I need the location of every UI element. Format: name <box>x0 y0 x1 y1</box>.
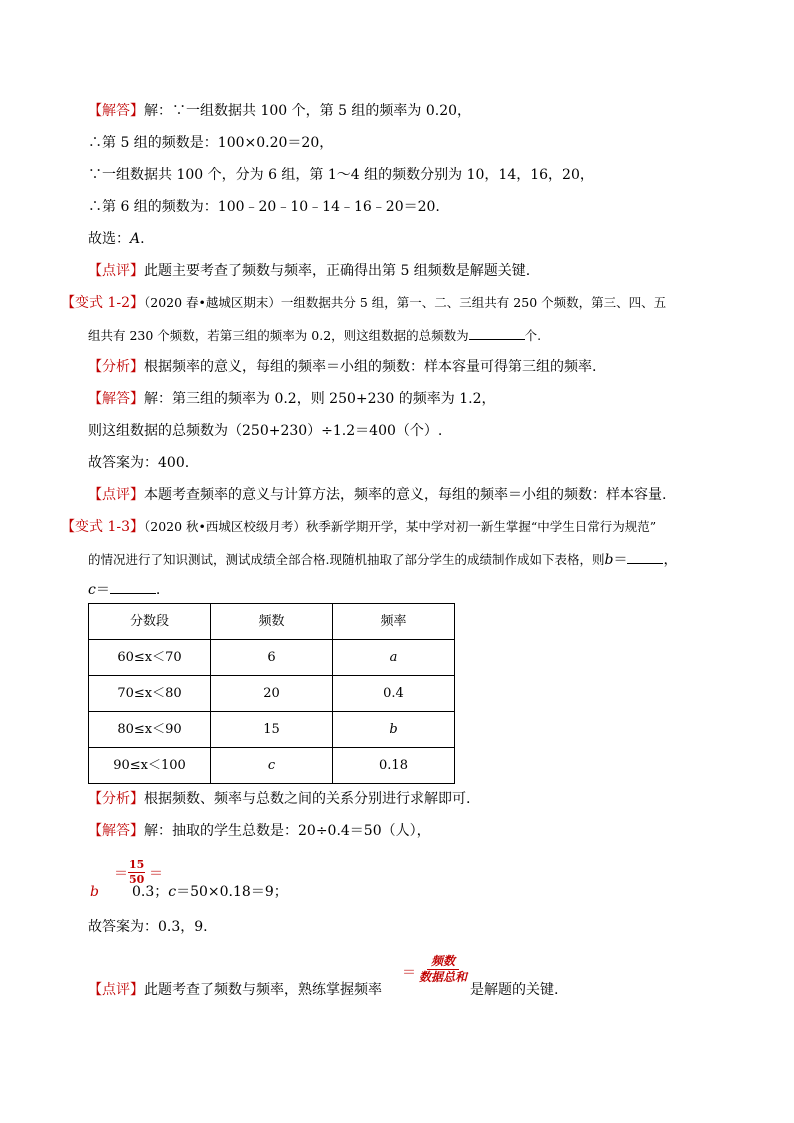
fraction-denominator: 数据总和 <box>419 970 468 984</box>
table-cell: 15 <box>211 712 333 748</box>
formula-var-c: c <box>168 884 177 900</box>
equals: ＝ <box>613 552 628 568</box>
fraction-numerator: 频数 <box>427 954 459 970</box>
table-cell: 20 <box>211 676 333 712</box>
table-row <box>89 676 455 712</box>
fraction-denominator: 50 <box>129 873 145 886</box>
table-cell: 6 <box>211 640 333 676</box>
question-line <box>88 579 160 600</box>
comment-text: 此题主要考查了频数与频率，正确得出第 5 组频数是解题关键. <box>144 263 531 279</box>
answer-tag: 【解答】 <box>88 823 144 839</box>
choice-suffix: . <box>140 231 145 247</box>
comment-tag: 【点评】 <box>88 487 144 503</box>
analysis-text: 根据频率的意义，每组的频率＝小组的频数：样本容量可得第三组的频率. <box>144 359 597 375</box>
answer-text: 解：第三组的频率为 0.2，则 250+230 的频率为 1.2， <box>144 391 496 407</box>
answer-blank <box>110 579 156 594</box>
table-row <box>89 748 455 784</box>
choice-line <box>88 229 145 249</box>
table-header: 频率 <box>333 604 455 640</box>
table-row <box>89 712 455 748</box>
answer-line <box>88 821 431 841</box>
text-line: 故答案为：400. <box>88 455 190 471</box>
formula-var-b: b <box>90 884 99 900</box>
text-line: ∴第 5 组的频数是：100×0.20＝20， <box>88 135 334 151</box>
var-c: c <box>88 582 96 598</box>
formula-equals: ＝ <box>149 866 163 882</box>
table-cell: c <box>211 748 333 784</box>
comment-line <box>88 485 666 505</box>
answer-tag: 【解答】 <box>88 103 144 119</box>
variant-tag: 【变式 1-2】 <box>61 295 144 311</box>
choice-answer: A <box>130 231 141 247</box>
analysis-tag: 【分析】 <box>88 359 144 375</box>
question-line <box>88 325 541 346</box>
variant-heading <box>61 293 666 313</box>
frequency-table <box>88 603 455 784</box>
period: . <box>155 582 161 598</box>
answer-text: 解：抽取的学生总数是：20÷0.4＝50（人）， <box>144 823 431 839</box>
comment-line <box>88 261 530 281</box>
question-text: （2020 春•越城区期末）一组数据共分 5 组，第一、二、三组共有 250 个频数，第三、四、五 <box>144 295 667 310</box>
table-cell: 80≤x＜90 <box>89 712 211 748</box>
answer-tag: 【解答】 <box>88 391 144 407</box>
question-text: 的情况进行了知识测试，测试成绩全部合格.现随机抽取了部分学生的成绩制作成如下表格，则 <box>88 552 605 567</box>
question-line <box>88 549 677 570</box>
analysis-line <box>88 357 596 377</box>
analysis-line <box>88 789 470 809</box>
table-cell: 70≤x＜80 <box>89 676 211 712</box>
table-cell: 0.18 <box>333 748 455 784</box>
formula-equals: ＝ <box>114 866 128 882</box>
formula-equals: ＝ <box>402 965 416 981</box>
question-text: （2020 秋•西城区校级月考）秋季新学期开学，某中学对初一新生掌握“中学生日常行为规范” <box>144 519 657 534</box>
formula-value: ＝50×0.18＝9； <box>176 884 288 900</box>
answer-text: 解：∵一组数据共 100 个，第 5 组的频率为 0.20， <box>144 103 472 119</box>
comma: ， <box>663 552 678 568</box>
comment-line <box>88 980 382 1000</box>
comment-tag: 【点评】 <box>88 263 144 279</box>
text-line: ∵一组数据共 100 个，分为 6 组，第 1～4 组的频数分别为 10，14，16，20， <box>88 167 594 183</box>
table-row <box>89 640 455 676</box>
table-cell: 60≤x＜70 <box>89 640 211 676</box>
answer-line <box>88 101 471 121</box>
question-text: 个. <box>524 328 542 343</box>
table-cell: a <box>333 640 455 676</box>
table-cell: b <box>333 712 455 748</box>
answer-blank <box>627 549 663 564</box>
table-header: 分数段 <box>89 604 211 640</box>
table-header-row <box>89 604 455 640</box>
text-line: ∴第 6 组的频数为：100﹣20﹣10﹣14﹣16﹣20＝20. <box>88 199 440 215</box>
answer-line <box>88 389 496 409</box>
variant-tag: 【变式 1-3】 <box>61 519 144 535</box>
equals: ＝ <box>95 582 110 598</box>
comment-text: 本题考查频率的意义与计算方法，频率的意义，每组的频率＝小组的频数：样本容量. <box>144 487 667 503</box>
table-header: 频数 <box>211 604 333 640</box>
comment-text: 此题考查了频数与频率，熟练掌握频率 <box>144 982 382 998</box>
table-cell: 0.4 <box>333 676 455 712</box>
analysis-tag: 【分析】 <box>88 791 144 807</box>
question-text: 组共有 230 个频数，若第三组的频率为 0.2，则这组数据的总频数为 <box>88 328 469 343</box>
fraction-numerator: 15 <box>129 858 145 871</box>
text-line: 则这组数据的总频数为（250+230）÷1.2＝400（个）. <box>88 423 443 439</box>
var-b: b <box>604 552 614 568</box>
comment-tag: 【点评】 <box>88 982 144 998</box>
answer-blank <box>469 325 525 340</box>
fraction-frequency-over-total <box>419 954 467 984</box>
variant-heading <box>61 517 656 537</box>
choice-prefix: 故选： <box>88 231 130 247</box>
text-line: 故答案为：0.3，9. <box>88 919 208 935</box>
formula-value: 0.3； <box>132 884 169 900</box>
analysis-text: 根据频数、频率与总数之间的关系分别进行求解即可. <box>144 791 471 807</box>
comment-end: 是解题的关键. <box>470 982 559 998</box>
table-cell: 90≤x＜100 <box>89 748 211 784</box>
formula-result <box>132 882 288 902</box>
